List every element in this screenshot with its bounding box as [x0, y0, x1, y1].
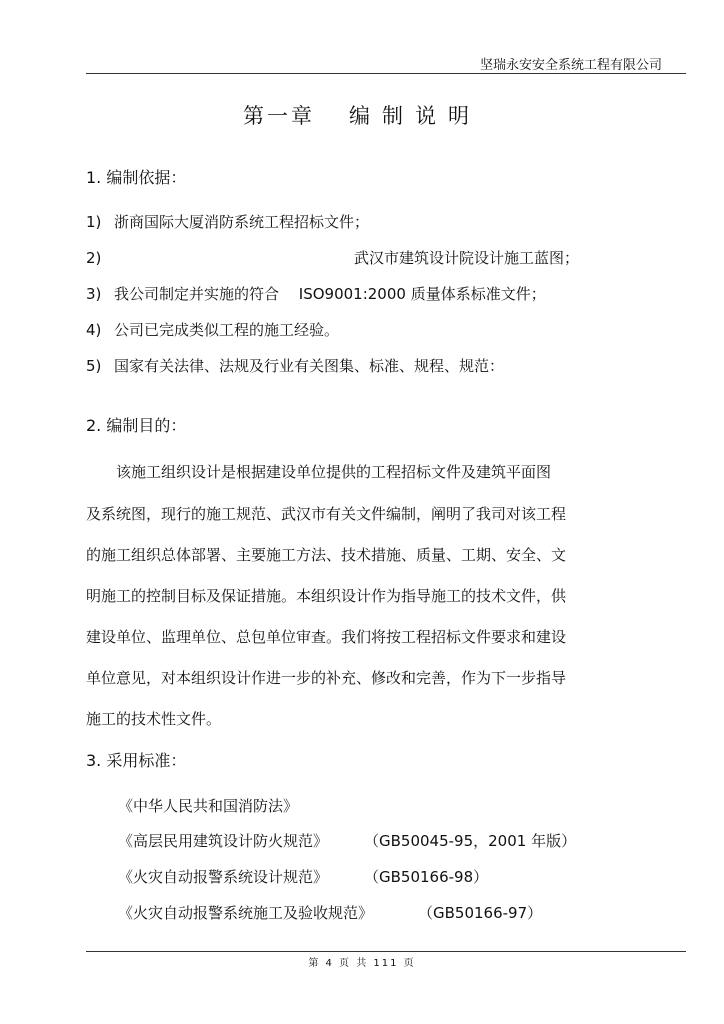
- list-item: [86, 319, 339, 340]
- standard-item: [118, 830, 577, 851]
- paragraph-line: 及系统图，现行的施工规范、武汉市有关文件编制，阐明了我司对该工程: [86, 505, 567, 523]
- standard-code: （GB50045-95，2001 年版）: [364, 832, 577, 850]
- list-text: 国家有关法律、法规及行业有关图集、标准、规程、规范：: [114, 357, 505, 375]
- list-text: 武汉市建筑设计院设计施工蓝图；: [354, 249, 580, 267]
- standard-name: 《中华人民共和国消防法》: [118, 797, 299, 815]
- standard-item: [118, 795, 298, 816]
- list-index: 3): [86, 285, 102, 303]
- header-rule: [86, 73, 686, 74]
- header-company: 坚瑞永安安全系统工程有限公司: [479, 58, 662, 73]
- list-text: 我公司制定并实施的符合 ISO9001:2000 质量体系标准文件；: [114, 285, 546, 303]
- paragraph-line: 该施工组织设计是根据建设单位提供的工程招标文件及建筑平面图: [86, 463, 552, 481]
- standard-item: [118, 902, 543, 923]
- list-text: 浙商国际大厦消防系统工程招标文件；: [114, 213, 370, 231]
- paragraph-line: 施工的技术性文件。: [86, 710, 222, 728]
- list-text: 公司已完成类似工程的施工经验。: [114, 321, 340, 339]
- section-heading-purpose: 2. 编制目的：: [86, 416, 187, 435]
- footer-rule: [86, 951, 686, 952]
- list-item: [86, 211, 369, 232]
- standard-name: 《高层民用建筑设计防火规范》: [118, 832, 329, 850]
- list-item: [86, 355, 504, 376]
- list-item: [86, 283, 546, 304]
- list-index: 4): [86, 321, 102, 339]
- standard-item: [118, 866, 489, 887]
- paragraph-line: 建设单位、监理单位、总包单位审查。我们将按工程招标文件要求和建设: [86, 628, 567, 646]
- list-index: 5): [86, 357, 102, 375]
- section-heading-standards: 3. 采用标准：: [86, 751, 187, 770]
- chapter-title: [0, 100, 724, 130]
- list-index: 1): [86, 213, 102, 231]
- footer-page-number: 第 4 页 共 111 页: [308, 958, 416, 969]
- paragraph-line: 单位意见，对本组织设计作进一步的补充、修改和完善，作为下一步指导: [86, 669, 567, 687]
- chapter-number: 第一章: [243, 104, 315, 128]
- standard-code: （GB50166-97）: [418, 904, 543, 922]
- standard-name: 《火灾自动报警系统施工及验收规范》: [118, 904, 374, 922]
- standard-name: 《火灾自动报警系统设计规范》: [118, 868, 329, 886]
- paragraph-line: 的施工组织总体部署、主要施工方法、技术措施、质量、工期、安全、文: [86, 546, 567, 564]
- list-index: 2): [86, 249, 102, 267]
- paragraph-line: 明施工的控制目标及保证措施。本组织设计作为指导施工的技术文件，供: [86, 587, 567, 605]
- list-item: [86, 247, 579, 268]
- section-heading-basis: 1. 编制依据：: [86, 168, 187, 187]
- chapter-name: 编制说明: [349, 104, 481, 128]
- standard-code: （GB50166-98）: [364, 868, 489, 886]
